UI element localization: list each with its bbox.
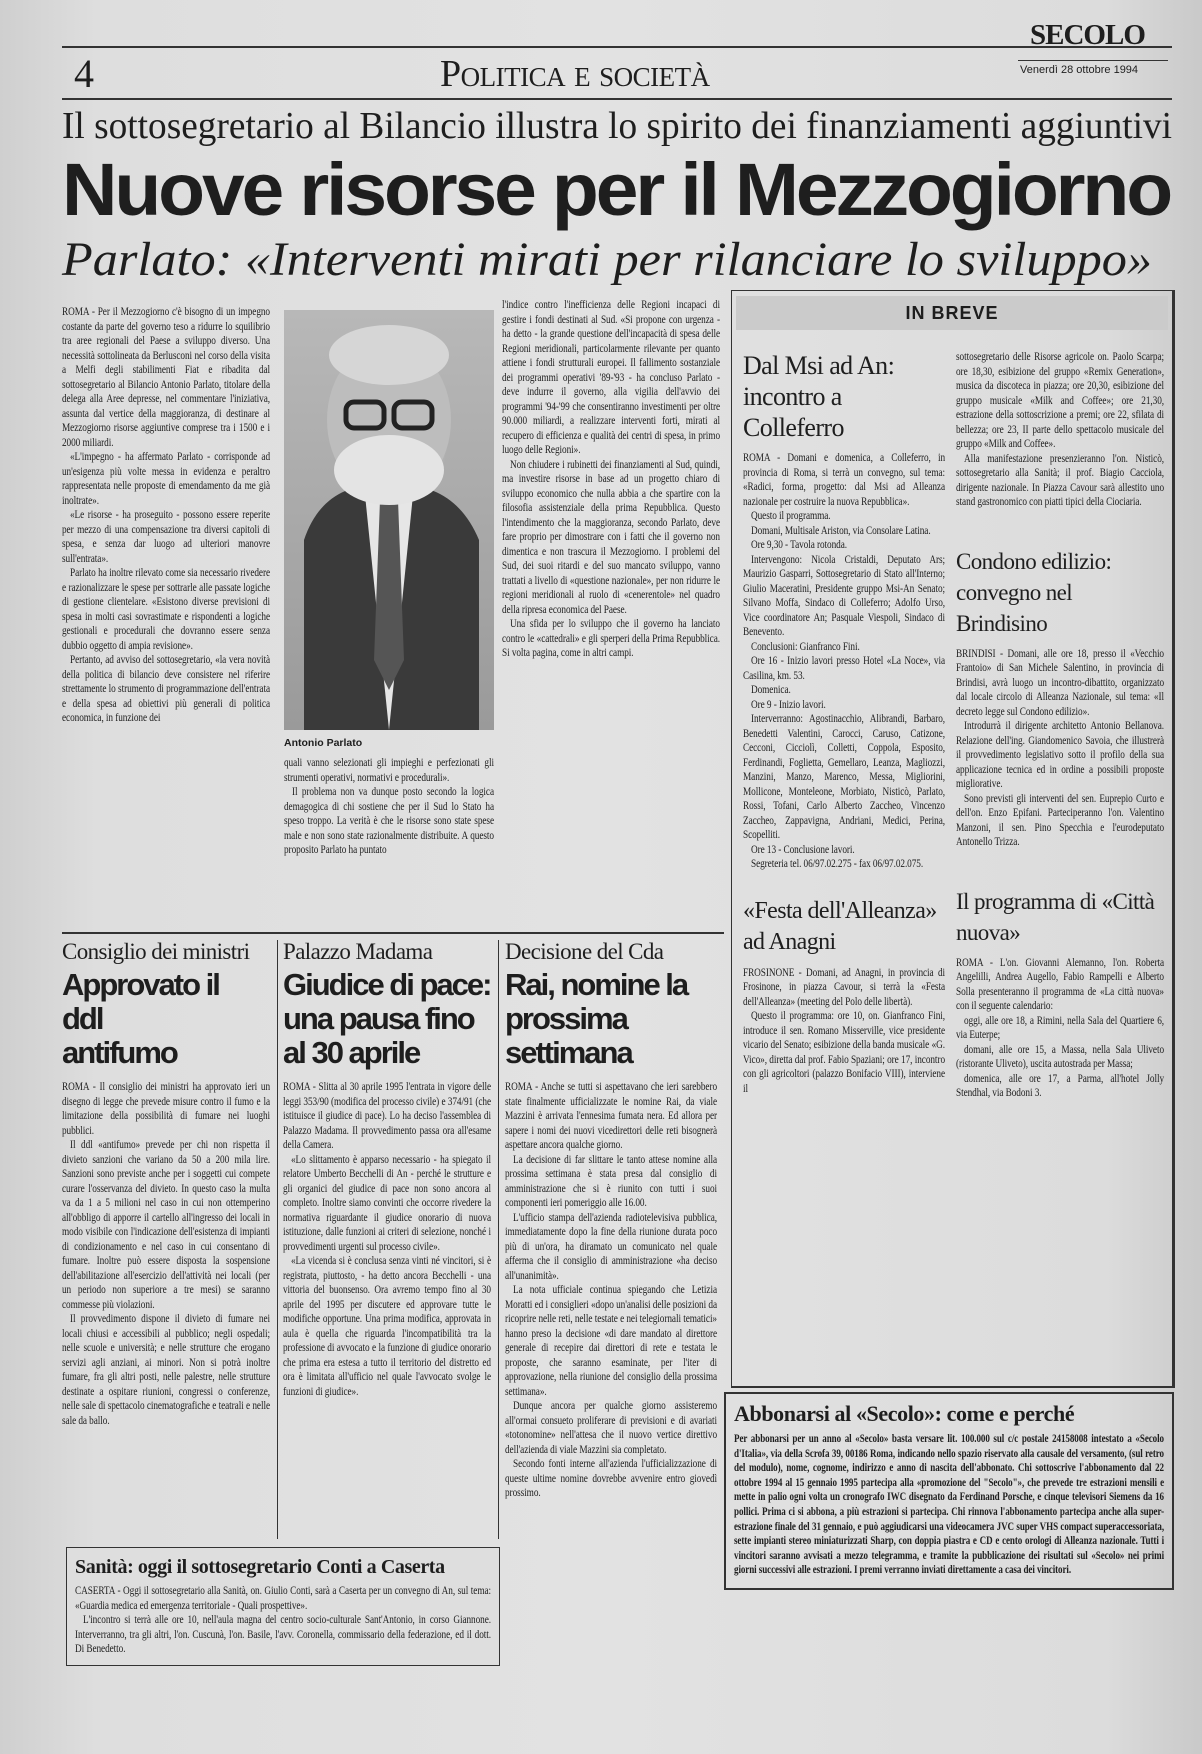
portrait-illustration <box>284 310 494 730</box>
paragraph: «La vicenda si è conclusa senza vinti né vincitori, si è registrata, piuttosto, - ha detto ancora Becchelli - una vittoria del buonsenso. Ora avremo tempo fino al 30 aprile del 1995 per discutere ed approvare tutte le modifiche opportune. Una prima modifica, approvata in aula è quella che riguarda l'incompatibilità tra la professione di avvocato e la funzione di giudice onorario che prima era estesa a tutto il territorio del distretto ed ora è limitata all'ufficio nel quale l'avvocato svolge le funzioni di giudice». <box>283 1254 491 1398</box>
top-rule <box>62 46 1172 48</box>
paragraph: sottosegretario delle Risorse agricole on. Paolo Scarpa; ore 18,30, esibizione del gruppo «Remix Generation», musica da discoteca in piazza; ore 20,30, esibizione del gruppo musicale «Milk and Coffee»; ore 21,30, estrazione della sottoscrizione a premi; ore 22, sfilata di bellezza; ore 23, II parte dello spettacolo musicale del gruppo «Milk and Coffee». <box>956 350 1164 450</box>
paragraph: FROSINONE - Domani, ad Anagni, in provincia di Frosinone, in piazza Cavour, si terrà la «Festa dell'Alleanza» (meeting del Polo delle libertà). <box>743 965 945 1008</box>
antifumo-article <box>62 938 270 1428</box>
citta-nuova-headline: Il programma di «Città nuova» <box>956 888 1155 945</box>
paragraph: Domenica. <box>751 683 791 696</box>
paragraph: L'incontro si terrà alle ore 10, nell'aula magna del centro socio-culturale Sant'Antonio, in corso Giannone. Interverranno, tra gli altri, l'on. Cuscunà, l'on. Basile, l'avv. Coronella, commissario della federazione, ed il dott. Di Benedetto. <box>75 1613 491 1655</box>
subscription-headline: Abbonarsi al «Secolo»: come e perché <box>734 1401 1075 1426</box>
lead-kicker: Il sottosegretario al Bilancio illustra lo spirito dei finanziamenti aggiuntivi <box>62 105 1172 147</box>
sanita-body <box>75 1584 491 1657</box>
paragraph: «L'impegno - ha affermato Parlato - corrisponde ad un'esigenza più volte messa in evidenza e peraltro rappresentata nelle proposte di emendamento da me già inoltrate». <box>62 450 270 507</box>
colleferro-body <box>743 451 945 872</box>
paragraph: ROMA - Anche se tutti si aspettavano che ieri sarebbero state finalmente ufficializzate le nomine Rai, da viale Mazzini è arrivata l'ennesima fumata nera. Ed allora per sapere i nomi dei nuovi vicedirettori delle reti bisognerà aspettare ancora qualche giorno. <box>505 1080 717 1151</box>
anagni-headline: «Festa dell'Alleanza» ad Anagni <box>743 897 937 955</box>
date-rule <box>1018 60 1168 61</box>
anagni-body <box>743 966 945 1097</box>
paragraph: ROMA - L'on. Giovanni Alemanno, l'on. Roberta Angelilli, Andrea Augello, Fabio Rampelli e Alberto Solla presenteranno il programma de «La città nuova» con il seguente calendario: <box>956 955 1164 1012</box>
paragraph: Il provvedimento dispone il divieto di fumare nei locali chiusi e accessibili al pubblico; negli ospedali; nelle scuole e università; e nelle strutture che erogano servizi agli anziani, ai minori. Non si potrà inoltre fumare, fra gli altri posti, nelle palestre, nelle strutture destinate a ospitare riunioni, congressi o conferenze, nelle sale di spettacolo cinematografiche e teatrali e nelle sale da ballo. <box>62 1312 270 1427</box>
paragraph: CASERTA - Oggi il sottosegretario alla Sanità, on. Giulio Conti, sarà a Caserta per un convegno di An, sul tema: «Guardia medica ed emergenza territoriale - Quali prospettive». <box>75 1584 491 1612</box>
paragraph: L'ufficio stampa dell'azienda radiotelevisiva pubblica, immediatamente dopo la fine della riunione durata poco più di un'ora, ha diramato un comunicato nel quale afferma che il consiglio di amministrazione «ha deciso all'unanimità». <box>505 1210 717 1282</box>
sanita-box <box>66 1547 500 1666</box>
paragraph: Una sfida per lo sviluppo che il governo ha lanciato contro le «cattedrali» e gli sperperi della Prima Repubblica. Si volta pagina, come in altri campi. <box>502 617 720 659</box>
antifumo-headline: Approvato il ddl antifumo <box>62 967 219 1070</box>
in-breve-left-column <box>743 350 945 1096</box>
paragraph: ROMA - Slitta al 30 aprile 1995 l'entrata in vigore delle leggi 353/90 (modifica del processo civile) e 374/91 (che istituisce il giudice di pace). Lo ha deciso l'assemblea di Palazzo Madama. Il provvedimento passa ora all'esame della Camera. <box>283 1080 491 1151</box>
colleferro-headline: Dal Msi ad An: incontro a Colleferro <box>743 351 895 442</box>
paragraph: domani, alle ore 15, a Massa, nella Sala Uliveto (ristorante Uliveto), uscita autostrada per Massa; <box>956 1042 1164 1070</box>
rai-kicker: Decisione del Cda <box>505 939 664 964</box>
paragraph: Questo il programma. <box>751 509 831 522</box>
giudice-article <box>283 938 491 1399</box>
in-breve-label: IN BREVE <box>905 303 999 323</box>
section-rule <box>62 98 1172 100</box>
paragraph: Conclusioni: Gianfranco Fini. <box>751 639 860 653</box>
paragraph: Ore 9 - Inizio lavori. <box>751 697 826 711</box>
paragraph: Domani, Multisale Ariston, via Consolare Latina. <box>751 523 931 537</box>
paragraph: Pertanto, ad avviso del sottosegretario, «la vera novità della politica di bilancio deve consistere nel riferire strettamente lo strumento di programmazione dell'entrata e della spesa ad obiettivi più generali di politica economica, in funzione dei <box>62 653 270 724</box>
lead-column-2-wrap <box>284 736 494 858</box>
paragraph: l'indice contro l'inefficienza delle Regioni incapaci di gestire i fondi destinati al Sud. «Si propone con urgenza - ha detto - la grande questione dell'incapacità di spesa delle Regioni meridionali, particolarmente rilevante per quanto attiene i fondi strutturali europei. Il fallimento sostanziale dei programmi operativi '89-'93 - ha concluso Parlato - deve indurre il governo, alla vigilia dell'avvio dei programmi '94-'99 che consentiranno investimenti per oltre 90.000 miliardi, a realizzare interventi forti, mirati al recupero di efficienza e qualità dei centri di spesa, in primo luogo delle Regioni». <box>502 298 720 456</box>
paragraph: Parlato ha inoltre rilevato come sia necessario rivedere e razionalizzare le spese per sottrarle alle passate logiche di gestione clientelare. «Esistono diverse previsioni di spesa in molti casi sovrastimate e rispondenti a logiche gestionali e procedurali che dovranno essere senza dubbio oggetto di ampia revisione». <box>62 566 270 652</box>
paragraph: Secondo fonti interne all'azienda l'ufficializzazione di queste ultime nomine dovrebbe avvenire entro giovedì prossimo. <box>505 1457 717 1499</box>
paragraph: Questo il programma: ore 10, on. Gianfranco Fini, introduce il sen. Romano Misserville, vice presidente vicario del Senato; esibizione della banda musicale «G. Vico», diretta dal prof. Fabio Spaziani; ore 17, incontro con gli agricoltori (palazzo Bonifacio VIII), interviene il <box>743 1009 945 1095</box>
paragraph: Segreteria tel. 06/97.02.275 - fax 06/97.02.075. <box>751 857 924 870</box>
paragraph: Ore 16 - Inizio lavori presso Hotel «La Noce», via Casilina, km. 53. <box>743 654 945 682</box>
giudice-headline: Giudice di pace: una pausa fino al 30 aprile <box>283 967 491 1070</box>
sanita-headline: Sanità: oggi il sottosegretario Conti a Caserta <box>75 1556 445 1578</box>
paragraph: Il problema non va dunque posto secondo la logica demagogica di chi sostiene che per il Sud lo Stato ha speso troppo. La verità è che le risorse sono state spese male e non sono state razionalmente distribuite. A questo proposito Parlato ha puntato <box>284 785 494 856</box>
column-divider-2 <box>498 940 499 1539</box>
lead-column-2 <box>284 756 494 858</box>
rai-body <box>505 1080 717 1501</box>
antifumo-kicker: Consiglio dei ministri <box>62 939 250 964</box>
lead-column-3 <box>502 298 720 661</box>
section-title: Politica e società <box>440 53 710 95</box>
paragraph: La decisione di far slittare le tanto attese nomine alla prossima settimana è stata presa dal consiglio di amministrazione che si è riunito con tutti i suoi componenti ieri pomeriggio alle 16.00. <box>505 1152 717 1209</box>
paragraph: quali vanno selezionati gli impieghi e perfezionati gli strumenti operativi, normativi e procedurali». <box>284 756 494 784</box>
paragraph: ROMA - Domani e domenica, a Colleferro, in provincia di Roma, si terrà un convegno, sul tema: «Radici, forma, progetto: dal Msi ad Alleanza nazionale per costruire la nuova Repubblica». <box>743 451 945 508</box>
photo-caption: Antonio Parlato <box>284 737 363 749</box>
lead-subhead: Parlato: «Interventi mirati per rilanciare lo sviluppo» <box>62 233 1152 286</box>
condono-headline: Condono edilizio: convegno nel Brindisino <box>956 548 1112 636</box>
paragraph: «Lo slittamento è apparso necessario - ha spiegato il relatore Umberto Becchelli di An - perché le strutture e gli organici del giudice di pace non sono ancora al completo. Inoltre siamo convinti che occorre rivedere la normativa riguardante il giudice onorario di nuova istituzione, dalle funzioni ai criteri di selezione, nonché i provvedimenti urgenti sul processo civile». <box>283 1152 491 1253</box>
giudice-body <box>283 1080 491 1399</box>
column-divider-1 <box>277 940 278 1539</box>
paragraph: BRINDISI - Domani, alle ore 18, presso il «Vecchio Frantoio» di San Michele Salentino, in provincia di Brindisi, avrà luogo un incontro-dibattito, organizzato dal locale circolo di Alleanza Nazionale, sul tema: «Il decreto legge sul Condono edilizio». <box>956 646 1164 718</box>
paragraph: La nota ufficiale continua spiegando che Letizia Moratti ed i consiglieri «dopo un'analisi delle posizioni da ricoprire nelle reti, nelle testate e nei telegiornali tematici» hanno preso la decisione «di dare mandato al direttore generale di recepire dai direttori di rete e testata le proposte, che saranno esaminate, per l'iter di approvazione, nella riunione del consiglio della prossima settimana». <box>505 1283 717 1398</box>
citta-nuova-body <box>956 956 1164 1101</box>
lead-headline: Nuove risorse per il Mezzogiorno <box>62 148 1170 231</box>
paragraph: Alla manifestazione presenzieranno l'on. Nisticò, sottosegretario alla Sanità; il prof. Biagio Cacciola, dirigente nazionale. In Piazza Cavour sarà allestito uno stand gastronomico con piatti tipici della Ciociaria. <box>956 451 1164 508</box>
page-number: 4 <box>74 51 94 96</box>
subscription-body <box>734 1432 1164 1578</box>
paragraph: Intervengono: Nicola Cristaldi, Deputato Ars; Maurizio Gasparri, Sottosegretario di Stato all'Interno; Giulio Maceratini, Presidente gruppo Msi-An Senato; Silvano Moffa, Sindaco di Colleferro; Adolfo Urso, Vice coordinatore An; Pasquale Viespoli, Sindaco di Benevento. <box>743 552 945 638</box>
paragraph: ROMA - Il consiglio dei ministri ha approvato ieri un disegno di legge che prevede misure contro il fumo e la limitazione della possibilità di fumare nei luoghi pubblici. <box>62 1080 270 1137</box>
bottom-section-rule <box>62 932 724 934</box>
paragraph: Sono previsti gli interventi del sen. Euprepio Curto e dell'on. Enzo Epifani. Parteciperanno l'on. Valentino Manzoni, il sen. Pino Specchia e l'eurodeputato Antonello Trizza. <box>956 791 1164 848</box>
paragraph: Ore 9,30 - Tavola rotonda. <box>751 538 848 551</box>
anagni-body-continued <box>956 350 1164 510</box>
condono-body <box>956 647 1164 850</box>
paragraph: Interverranno: Agostinacchio, Alibrandi, Barbaro, Benedetti Valentini, Carocci, Caruso, Catizone, Cecconi, Cicciolì, Colletti, Coppola, Esposito, Ferdinandi, Foglietta, Gemellaro, Leanza, Magliozzi, Manzini, Manzo, Marenco, Messa, Migliorini, Mollicone, Monteleone, Morbiato, Nisticò, Parlato, Rossi, Tofani, Carlo Alberto Zaccheo, Vincenzo Zaccheo, Zappavigna, Andriani, Medici, Perina, Scopelliti. <box>743 712 945 841</box>
paragraph: domenica, alle ore 17, a Parma, all'hotel Jolly Stendhal, via Bodoni 3. <box>956 1071 1164 1099</box>
rai-headline: Rai, nomine la prossima settimana <box>505 967 688 1070</box>
paragraph: Il ddl «antifumo» prevede per chi non rispetta il divieto sanzioni che variano da 50 a 200 mila lire. Sanzioni sono previste anche per i soggetti cui compete curare l'osservanza del divieto. In questo caso la multa va da 1 a 5 milioni nel caso in cui non ottemperino all'obbligo di apporre il cartello all'ingresso dei locali in modo visibile con l'indicazione dell'esistenza di impianti di condizionamento e nel caso in cui consentano di fumare. Inoltre può essere disposta la sospensione dell'abilitazione all'esercizio dell'attività nei locali (per un periodo non superiore a tre mesi) se saranno commesse più violazioni. <box>62 1138 270 1311</box>
portrait-photo <box>284 310 494 730</box>
paragraph: Per abbonarsi per un anno al «Secolo» basta versare lit. 100.000 sul c/c postale 24158008 intestato a «Secolo d'Italia», via della Scrofa 39, 00186 Roma, indicando nello spazio riservato alla causale del versamento, (sul retro del modulo), nome, cognome, indirizzo e anno di nascita dell'abbonato. Chi sottoscrive l'abbonamento dal 22 ottobre 1994 al 15 gennaio 1995 partecipa alla «promozione del "Secolo"», che prevede tre estrazioni mensili e mette in palio ogni volta un cronografo IWC disegnato da Ferdinand Porsche, e cinque televisori Siemens da 16 pollici. Prima ci si abbona, a più estrazioni si partecipa. Chi rinnova l'abbonamento partecipa anche alla super-estrazione finale del 31 gennaio, e può aggiudicarsi una videocamera JVC super VHS compact superaccessoriata, sette impianti stereo miniaturizzati Sharp, con doppia piastra e CD e cento orologi di Alleanza nazionale. Tutti i vincitori saranno avvisati a mezzo telegramma, e tramite la pubblicazione dei risultati sul «Secolo» nei primi giorni successivi alle estrazioni. I premi verranno inviati direttamente a casa dei vincitori. <box>734 1433 1164 1577</box>
subscription-box <box>724 1392 1174 1590</box>
in-breve-right-column <box>956 350 1164 1101</box>
lead-column-1 <box>62 305 270 726</box>
paragraph: Dunque ancora per qualche giorno assisteremo all'ormai consueto proliferare di previsioni e di avariati «totonomine» nell'attesa che il nuovo vertice direttivo dell'azienda di viale Mazzini sia completato. <box>505 1399 717 1456</box>
rai-article <box>505 938 717 1501</box>
paragraph: ROMA - Per il Mezzogiorno c'è bisogno di un impegno costante da parte del governo teso a ridurre lo squilibrio tra aree regionali del Paese a sviluppo diverso. Una necessità sottolineata da Berlusconi nel corso della visita a Melfi degli stabilimenti Fiat e ribadita dal sottosegretario al Bilancio Antonio Parlato, titolare della delega alla Aree depresse, nel commentare l'iniziativa, assunta dal vertice della maggioranza, di destinare al Mezzogiorno risorse aggiuntive comprese tra i 1500 e i 2000 miliardi. <box>62 305 270 449</box>
issue-date: Venerdì 28 ottobre 1994 <box>1020 64 1139 76</box>
paragraph: Introdurrà il dirigente architetto Antonio Bellanova. Relazione dell'ing. Giandomenico Savoia, che illustrerà il provvedimento legislativo sotto il profilo della sua applicazione tecnica ed in ordine a possibili proposte migliorative. <box>956 719 1164 790</box>
antifumo-body <box>62 1080 270 1428</box>
paragraph: oggi, alle ore 18, a Rimini, nella Sala del Quartiere 6, via Euterpe; <box>956 1013 1164 1041</box>
paragraph: Ore 13 - Conclusione lavori. <box>751 842 855 856</box>
paragraph: «Le risorse - ha proseguito - possono essere reperite per mezzo di una compensazione tra diversi capitoli di spesa, e senza dar luogo ad ulteriori manovre sull'entrata». <box>62 508 270 565</box>
newspaper-logo: SECOLO <box>1030 19 1145 51</box>
giudice-kicker: Palazzo Madama <box>283 939 433 964</box>
paragraph: Non chiudere i rubinetti dei finanziamenti al Sud, quindi, ma investire risorse in base ad un progetto chiaro di sviluppo economico che nulla abbia a che spartire con la filosofia assistenziale della prima Repubblica. Questo l'intendimento che la maggioranza, secondo Parlato, deve fare proprio per dimostrare con i fatti che il governo non dimentica e non trascura il Mezzogiorno. I problemi del Sud, dei suoi ritardi e del suo mancato sviluppo, vanno trattati a livello di «questione nazionale», per non ridurre le regioni meridionali al ruolo di «cenerentole» nel quadro della ripresa economica del Paese. <box>502 457 720 616</box>
